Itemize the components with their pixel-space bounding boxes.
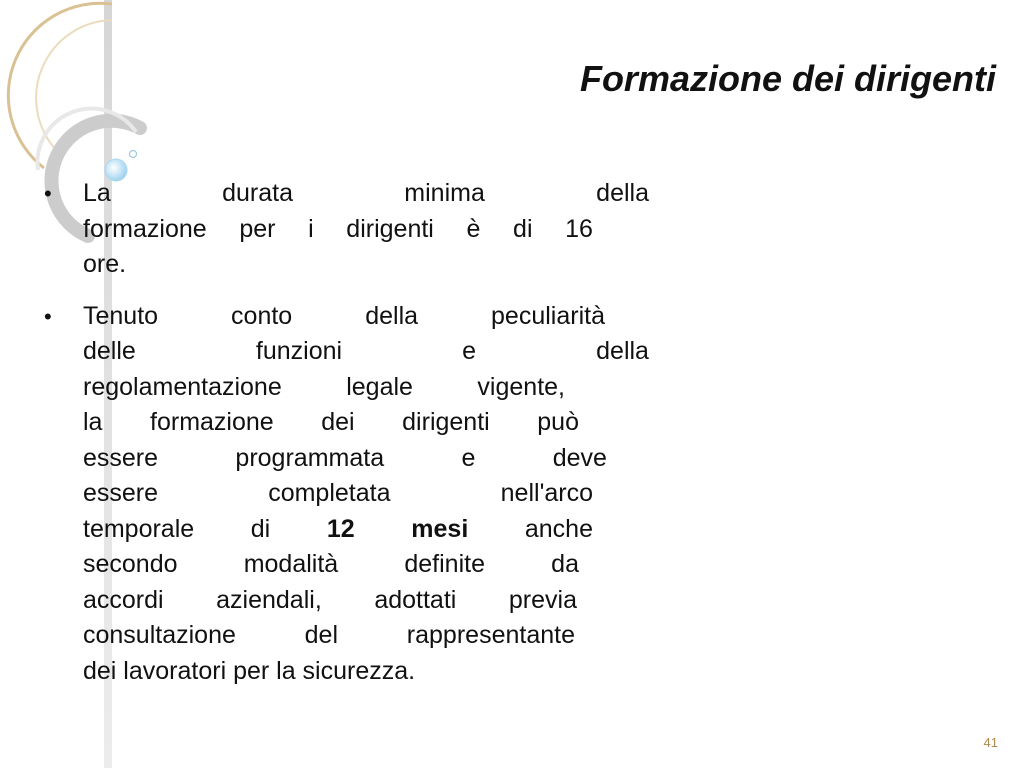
bullet-icon: • (44, 303, 52, 329)
text-line: La durata minima della (83, 179, 649, 207)
text-line: consultazione del rappresentante (83, 621, 575, 649)
small-ring (130, 151, 137, 158)
bullet-icon: • (44, 181, 52, 206)
text-line: regolamentazione legale vigente, (83, 372, 565, 401)
text-line: essere programmata e deve (83, 443, 607, 472)
text-line: formazione per i dirigenti è di 16 (83, 214, 593, 243)
text-line: delle funzioni e della (83, 337, 649, 365)
slide-title: Formazione dei dirigenti (579, 58, 996, 99)
text-line: la formazione dei dirigenti può (83, 408, 579, 436)
page-number: 41 (983, 735, 998, 750)
text-line: Tenuto conto della peculiarità (83, 301, 605, 330)
text-line: accordi aziendali, adottati previa (83, 585, 577, 614)
text-line: essere completata nell'arco (83, 479, 593, 507)
text-line: temporale di 12 mesi anche (83, 514, 593, 543)
text-line: dei lavoratori per la sicurezza. (83, 656, 416, 685)
bullet-item (44, 299, 654, 690)
text-line: secondo modalità definite da (83, 550, 579, 578)
slide-content (44, 176, 654, 705)
text-line: ore. (83, 250, 127, 278)
bullet-item (44, 176, 654, 283)
